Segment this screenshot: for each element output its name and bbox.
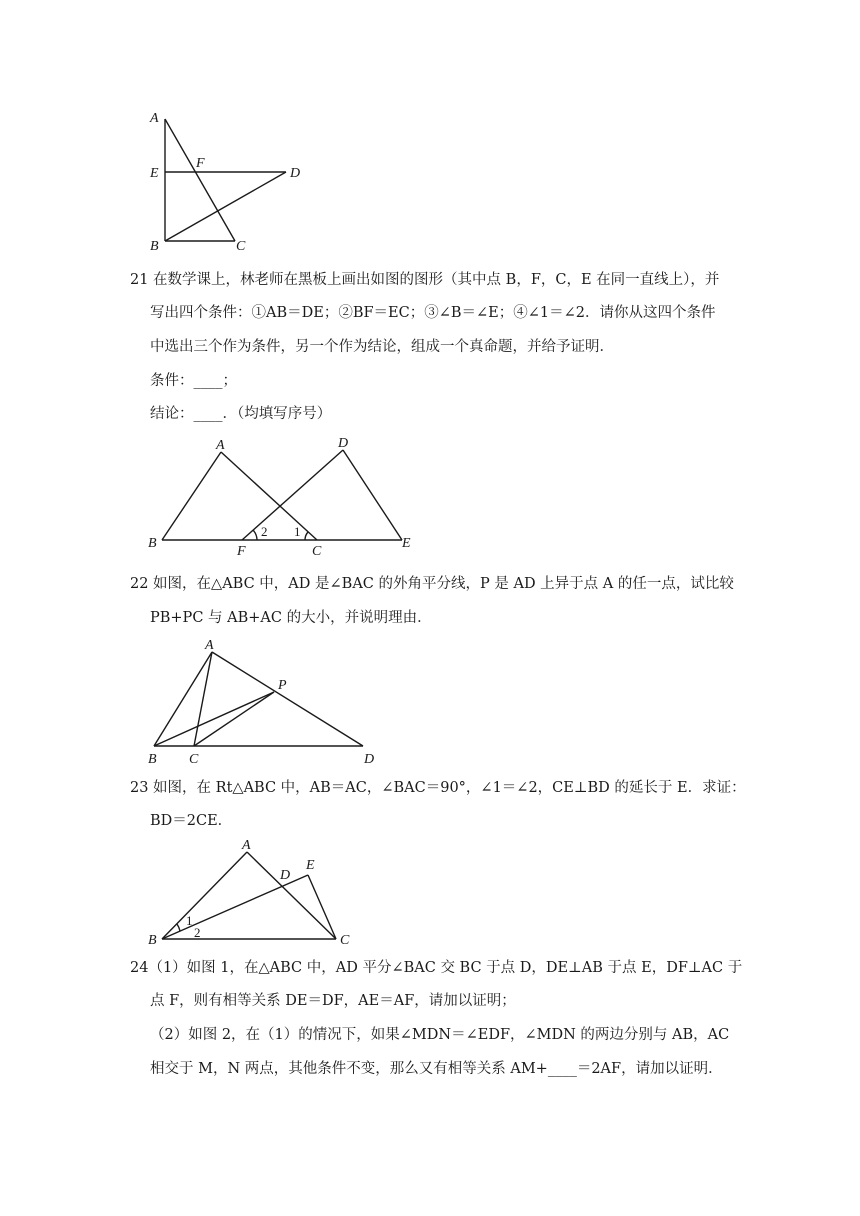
label-C: C — [312, 544, 322, 557]
figure-q20 — [140, 105, 320, 257]
q24-line-4: 相交于 M，N 两点，其他条件不变，那么又有相等关系 AM+____＝2AF，请加以证明． — [150, 1061, 723, 1077]
label-E: E — [150, 166, 159, 181]
q21-line-3: 中选出三个作为条件，另一个作为结论，组成一个真命题，并给予证明． — [150, 339, 614, 355]
q24-line-1: 24（1）如图 1，在△ABC 中，AD 平分∠BAC 交 BC 于点 D，DE⊥AB 于点 E，DF⊥AC 于 — [130, 960, 743, 976]
q23-line-1: 23 如图，在 Rt△ABC 中，AB＝AC，∠BAC＝90°，∠1＝∠2，CE⊥BD 的延长于 E．求证： — [130, 780, 746, 796]
label-E: E — [402, 536, 411, 551]
figure-q22 — [140, 632, 390, 767]
label-B: B — [148, 933, 157, 948]
figure-q23 — [140, 835, 360, 953]
angle-2-label: 2 — [194, 925, 201, 940]
label-A: A — [216, 438, 225, 453]
label-C: C — [189, 752, 199, 767]
figure-q21 — [140, 432, 420, 557]
label-D: D — [364, 752, 375, 767]
q23-line-2: BD＝2CE． — [150, 813, 233, 829]
q21-line-1: 21 在数学课上，林老师在黑板上画出如图的图形（其中点 B，F，C，E 在同一直线上），并 — [130, 272, 720, 288]
q21-conclusion: 结论：____．（均填写序号） — [150, 406, 332, 422]
label-F: F — [237, 544, 246, 557]
label-P: P — [278, 678, 287, 693]
label-B: B — [148, 536, 157, 551]
q24-line-2: 点 F，则有相等关系 DE＝DF，AE＝AF，请加以证明； — [150, 993, 516, 1009]
angle-2-label: 2 — [261, 524, 268, 539]
label-E: E — [306, 858, 315, 873]
label-F: F — [196, 156, 205, 171]
label-A: A — [242, 838, 251, 853]
label-D: D — [290, 166, 301, 181]
q21-condition: 条件：____； — [150, 373, 237, 389]
label-D: D — [280, 868, 291, 883]
angle-1-label: 1 — [186, 913, 193, 928]
q22-line-1: 22 如图，在△ABC 中，AD 是∠BAC 的外角平分线，P 是 AD 上异于点 A 的任一点，试比较 — [130, 576, 734, 592]
label-B: B — [148, 752, 157, 767]
label-B: B — [150, 239, 159, 254]
label-C: C — [236, 239, 246, 254]
label-C: C — [340, 933, 350, 948]
q22-line-2: PB+PC 与 AB+AC 的大小，并说明理由． — [150, 610, 432, 626]
q24-line-3: （2）如图 2，在（1）的情况下，如果∠MDN＝∠EDF，∠MDN 的两边分别与 AB，AC — [150, 1027, 730, 1043]
label-D: D — [338, 436, 349, 451]
angle-1-label: 1 — [294, 524, 301, 539]
label-A: A — [205, 638, 214, 653]
q21-line-2: 写出四个条件：①AB＝DE；②BF＝EC；③∠B＝∠E；④∠1＝∠2．请你从这四个条件 — [150, 305, 716, 321]
label-A: A — [150, 111, 159, 126]
